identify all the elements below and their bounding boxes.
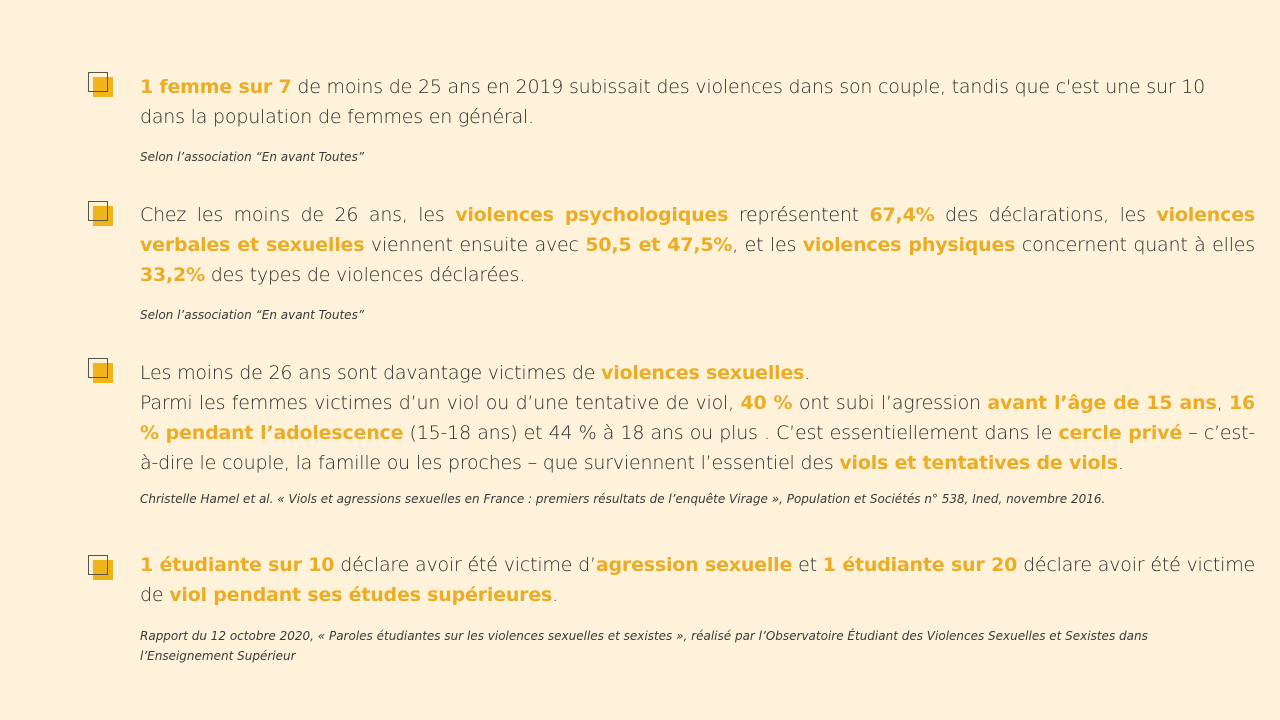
source-citation: Selon l’association “En avant Toutes”	[140, 150, 365, 164]
text-segment: déclare avoir été victime d’	[334, 554, 596, 576]
text-segment: (15-18 ans) et 44 % à 18 ans ou plus . C’est essentiellement dans le	[403, 422, 1059, 444]
text-segment: Parmi les femmes victimes d’un viol ou d’une tentative de viol,	[140, 392, 741, 414]
stat-text-detail	[140, 388, 1255, 478]
text-segment: .	[804, 362, 811, 384]
text-segment: des déclarations, les	[934, 204, 1157, 226]
text-segment: concernent quant à elles	[1015, 234, 1255, 256]
stat-text	[140, 200, 1255, 290]
text-segment: ont subi l’agression	[792, 392, 988, 414]
stat-text	[140, 550, 1255, 610]
text-segment: Chez les moins de 26 ans, les	[140, 204, 456, 226]
square-bullet-icon	[88, 358, 114, 384]
highlighted-stat: 1 étudiante sur 10	[140, 554, 335, 576]
highlighted-stat: 40 %	[740, 392, 793, 414]
highlighted-stat: 1 étudiante sur 20	[822, 554, 1018, 576]
text-segment: des types de violences déclarées.	[204, 264, 526, 286]
text-segment: déclare avoir été victime de	[140, 554, 1256, 606]
stat-text-intro	[140, 358, 1255, 388]
text-segment: .	[552, 584, 558, 606]
source-citation: Rapport du 12 octobre 2020, « Paroles étudiantes sur les violences sexuelles et sexistes », réalisé par l’Observatoire Étudiant des Violences Sexuelles et Sexistes dans l’Enseignement Supérieur	[140, 629, 1148, 663]
text-segment: représentent	[728, 204, 870, 226]
square-bullet-icon	[88, 72, 114, 98]
highlighted-stat: 1 femme sur 7	[140, 76, 292, 98]
stat-text	[140, 72, 1255, 132]
source-citation: Selon l’association “En avant Toutes”	[140, 308, 365, 322]
highlighted-stat: viols et tentatives de viols	[839, 452, 1118, 474]
highlighted-stat: avant l’âge de 15 ans	[987, 392, 1217, 414]
text-segment: Les moins de 26 ans sont davantage victimes de	[140, 362, 602, 384]
text-segment: viennent ensuite avec	[364, 234, 586, 256]
highlighted-stat: violences physiques	[802, 234, 1016, 256]
highlighted-stat: 33,2%	[140, 264, 205, 286]
highlighted-stat: cercle privé	[1058, 422, 1183, 444]
highlighted-stat: agression sexuelle	[595, 554, 793, 576]
highlighted-stat: 16 % pendant l’adolescence	[140, 392, 1255, 444]
text-segment: – c’est-à-dire le couple, la famille ou les proches – que surviennent l’essentiel des	[140, 422, 1256, 474]
text-segment: ,	[1216, 392, 1229, 414]
text-segment: , et les	[732, 234, 803, 256]
highlighted-stat: 50,5 et 47,5%	[585, 234, 733, 256]
square-bullet-icon	[88, 201, 114, 227]
square-bullet-icon	[88, 555, 114, 581]
source-citation: Christelle Hamel et al. « Viols et agressions sexuelles en France : premiers résultats de l’enquête Virage », Population et Sociétés n° 538, Ined, novembre 2016.	[140, 492, 1106, 506]
highlighted-stat: violences sexuelles	[601, 362, 805, 384]
highlighted-stat: violences verbales et sexuelles	[140, 204, 1255, 256]
highlighted-stat: viol pendant ses études supérieures	[169, 584, 553, 606]
text-segment: et	[792, 554, 823, 576]
highlighted-stat: 67,4%	[869, 204, 935, 226]
highlighted-stat: violences psychologiques	[455, 204, 729, 226]
text-segment: de moins de 25 ans en 2019 subissait des violences dans son couple, tandis que c'est une sur 10 dans la population de femmes en général.	[140, 76, 1206, 128]
text-segment: .	[1117, 452, 1124, 474]
